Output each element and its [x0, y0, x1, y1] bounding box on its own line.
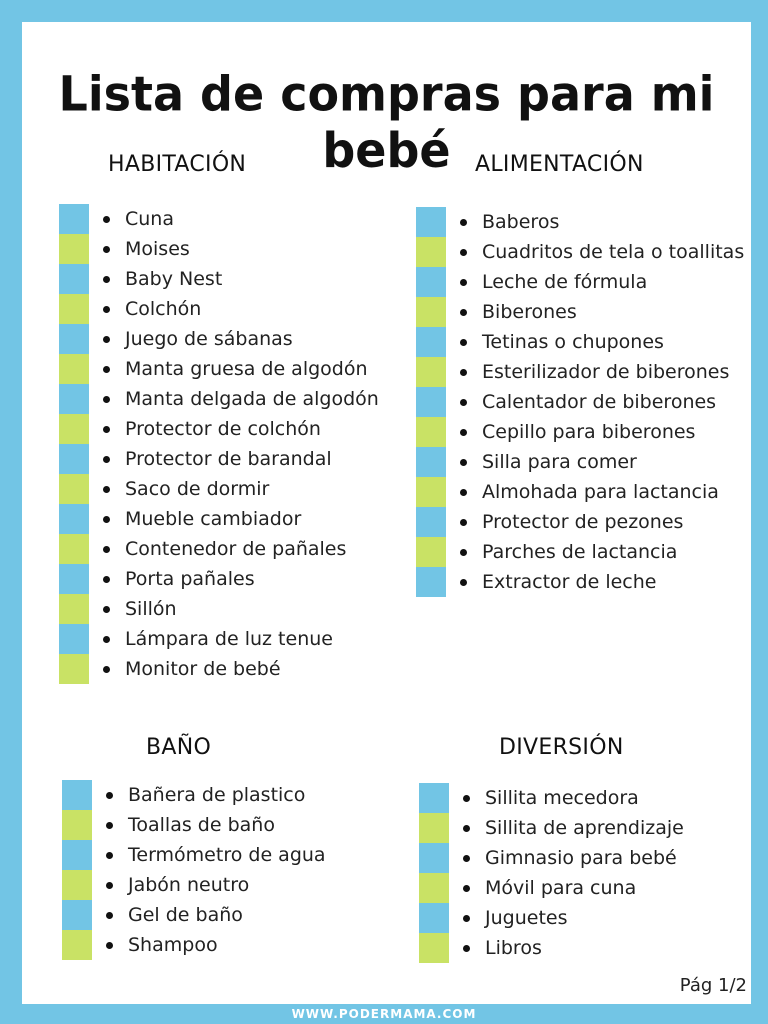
list-item: Calentador de biberones — [460, 387, 744, 417]
checkbox-square[interactable] — [59, 294, 89, 324]
list-item: Lámpara de luz tenue — [103, 624, 379, 654]
list-item: Parches de lactancia — [460, 537, 744, 567]
list-item: Protector de barandal — [103, 444, 379, 474]
checkbox-square[interactable] — [62, 930, 92, 960]
list-item: Extractor de leche — [460, 567, 744, 597]
list-item: Saco de dormir — [103, 474, 379, 504]
checklist — [103, 204, 379, 684]
list-item: Tetinas o chupones — [460, 327, 744, 357]
checkbox-square[interactable] — [416, 387, 446, 417]
checkbox-square[interactable] — [59, 564, 89, 594]
checkbox-square[interactable] — [59, 504, 89, 534]
footer-url[interactable]: WWW.PODERMAMA.COM — [291, 1007, 477, 1021]
list-item: Sillón — [103, 594, 379, 624]
checkbox-square[interactable] — [59, 444, 89, 474]
list-item: Termómetro de agua — [106, 840, 326, 870]
checkbox-square[interactable] — [416, 507, 446, 537]
checkbox-square[interactable] — [59, 354, 89, 384]
checkbox-square[interactable] — [416, 297, 446, 327]
list-item: Baberos — [460, 207, 744, 237]
list-item: Almohada para lactancia — [460, 477, 744, 507]
checkbox-square[interactable] — [416, 207, 446, 237]
checkbox-square[interactable] — [59, 204, 89, 234]
list-item: Baby Nest — [103, 264, 379, 294]
checkbox-square[interactable] — [62, 810, 92, 840]
list-item: Bañera de plastico — [106, 780, 326, 810]
checkbox-square[interactable] — [416, 477, 446, 507]
checkbox-square[interactable] — [416, 537, 446, 567]
color-bars — [59, 204, 89, 684]
list-item: Manta gruesa de algodón — [103, 354, 379, 384]
list-item: Contenedor de pañales — [103, 534, 379, 564]
list-item: Porta pañales — [103, 564, 379, 594]
list-item: Mueble cambiador — [103, 504, 379, 534]
page-title: Lista de compras para mi bebé — [58, 65, 715, 179]
checkbox-square[interactable] — [59, 414, 89, 444]
list-item: Silla para comer — [460, 447, 744, 477]
checkbox-square[interactable] — [419, 933, 449, 963]
list-item: Colchón — [103, 294, 379, 324]
checkbox-square[interactable] — [419, 813, 449, 843]
color-bars — [419, 783, 449, 963]
checklist — [106, 780, 326, 960]
checkbox-square[interactable] — [419, 903, 449, 933]
list-item: Toallas de baño — [106, 810, 326, 840]
list-item: Sillita de aprendizaje — [463, 813, 684, 843]
checklist — [460, 207, 744, 597]
checkbox-square[interactable] — [416, 267, 446, 297]
checkbox-square[interactable] — [416, 357, 446, 387]
list-item: Cuna — [103, 204, 379, 234]
checkbox-square[interactable] — [59, 384, 89, 414]
checkbox-square[interactable] — [62, 780, 92, 810]
list-item: Juego de sábanas — [103, 324, 379, 354]
checkbox-square[interactable] — [59, 624, 89, 654]
page-number: Pág 1/2 — [679, 975, 747, 996]
list-item: Gimnasio para bebé — [463, 843, 684, 873]
checkbox-square[interactable] — [59, 474, 89, 504]
list-item: Cepillo para biberones — [460, 417, 744, 447]
list-item: Esterilizador de biberones — [460, 357, 744, 387]
checkbox-square[interactable] — [416, 237, 446, 267]
checkbox-square[interactable] — [419, 783, 449, 813]
checkbox-square[interactable] — [416, 417, 446, 447]
checkbox-square[interactable] — [59, 264, 89, 294]
page — [22, 22, 751, 1004]
checkbox-square[interactable] — [59, 234, 89, 264]
checkbox-square[interactable] — [59, 654, 89, 684]
heading-alimentacion: ALIMENTACIÓN — [475, 152, 644, 177]
list-item: Biberones — [460, 297, 744, 327]
checkbox-square[interactable] — [62, 870, 92, 900]
list-item: Cuadritos de tela o toallitas — [460, 237, 744, 267]
list-item: Moises — [103, 234, 379, 264]
list-item: Móvil para cuna — [463, 873, 684, 903]
list-item: Shampoo — [106, 930, 326, 960]
checkbox-square[interactable] — [62, 840, 92, 870]
list-item: Protector de pezones — [460, 507, 744, 537]
heading-bano: BAÑO — [146, 735, 212, 760]
list-item: Libros — [463, 933, 684, 963]
list-item: Juguetes — [463, 903, 684, 933]
list-item: Monitor de bebé — [103, 654, 379, 684]
heading-diversion: DIVERSIÓN — [499, 735, 624, 760]
checkbox-square[interactable] — [416, 327, 446, 357]
list-item: Jabón neutro — [106, 870, 326, 900]
checkbox-square[interactable] — [59, 324, 89, 354]
list-item: Protector de colchón — [103, 414, 379, 444]
checkbox-square[interactable] — [416, 447, 446, 477]
list-item: Gel de baño — [106, 900, 326, 930]
list-item: Manta delgada de algodón — [103, 384, 379, 414]
heading-habitacion: HABITACIÓN — [108, 152, 247, 177]
checkbox-square[interactable] — [419, 873, 449, 903]
color-bars — [416, 207, 446, 597]
checklist — [463, 783, 684, 963]
color-bars — [62, 780, 92, 960]
checkbox-square[interactable] — [59, 534, 89, 564]
checkbox-square[interactable] — [59, 594, 89, 624]
checkbox-square[interactable] — [416, 567, 446, 597]
list-item: Leche de fórmula — [460, 267, 744, 297]
checkbox-square[interactable] — [62, 900, 92, 930]
list-item: Sillita mecedora — [463, 783, 684, 813]
checkbox-square[interactable] — [419, 843, 449, 873]
